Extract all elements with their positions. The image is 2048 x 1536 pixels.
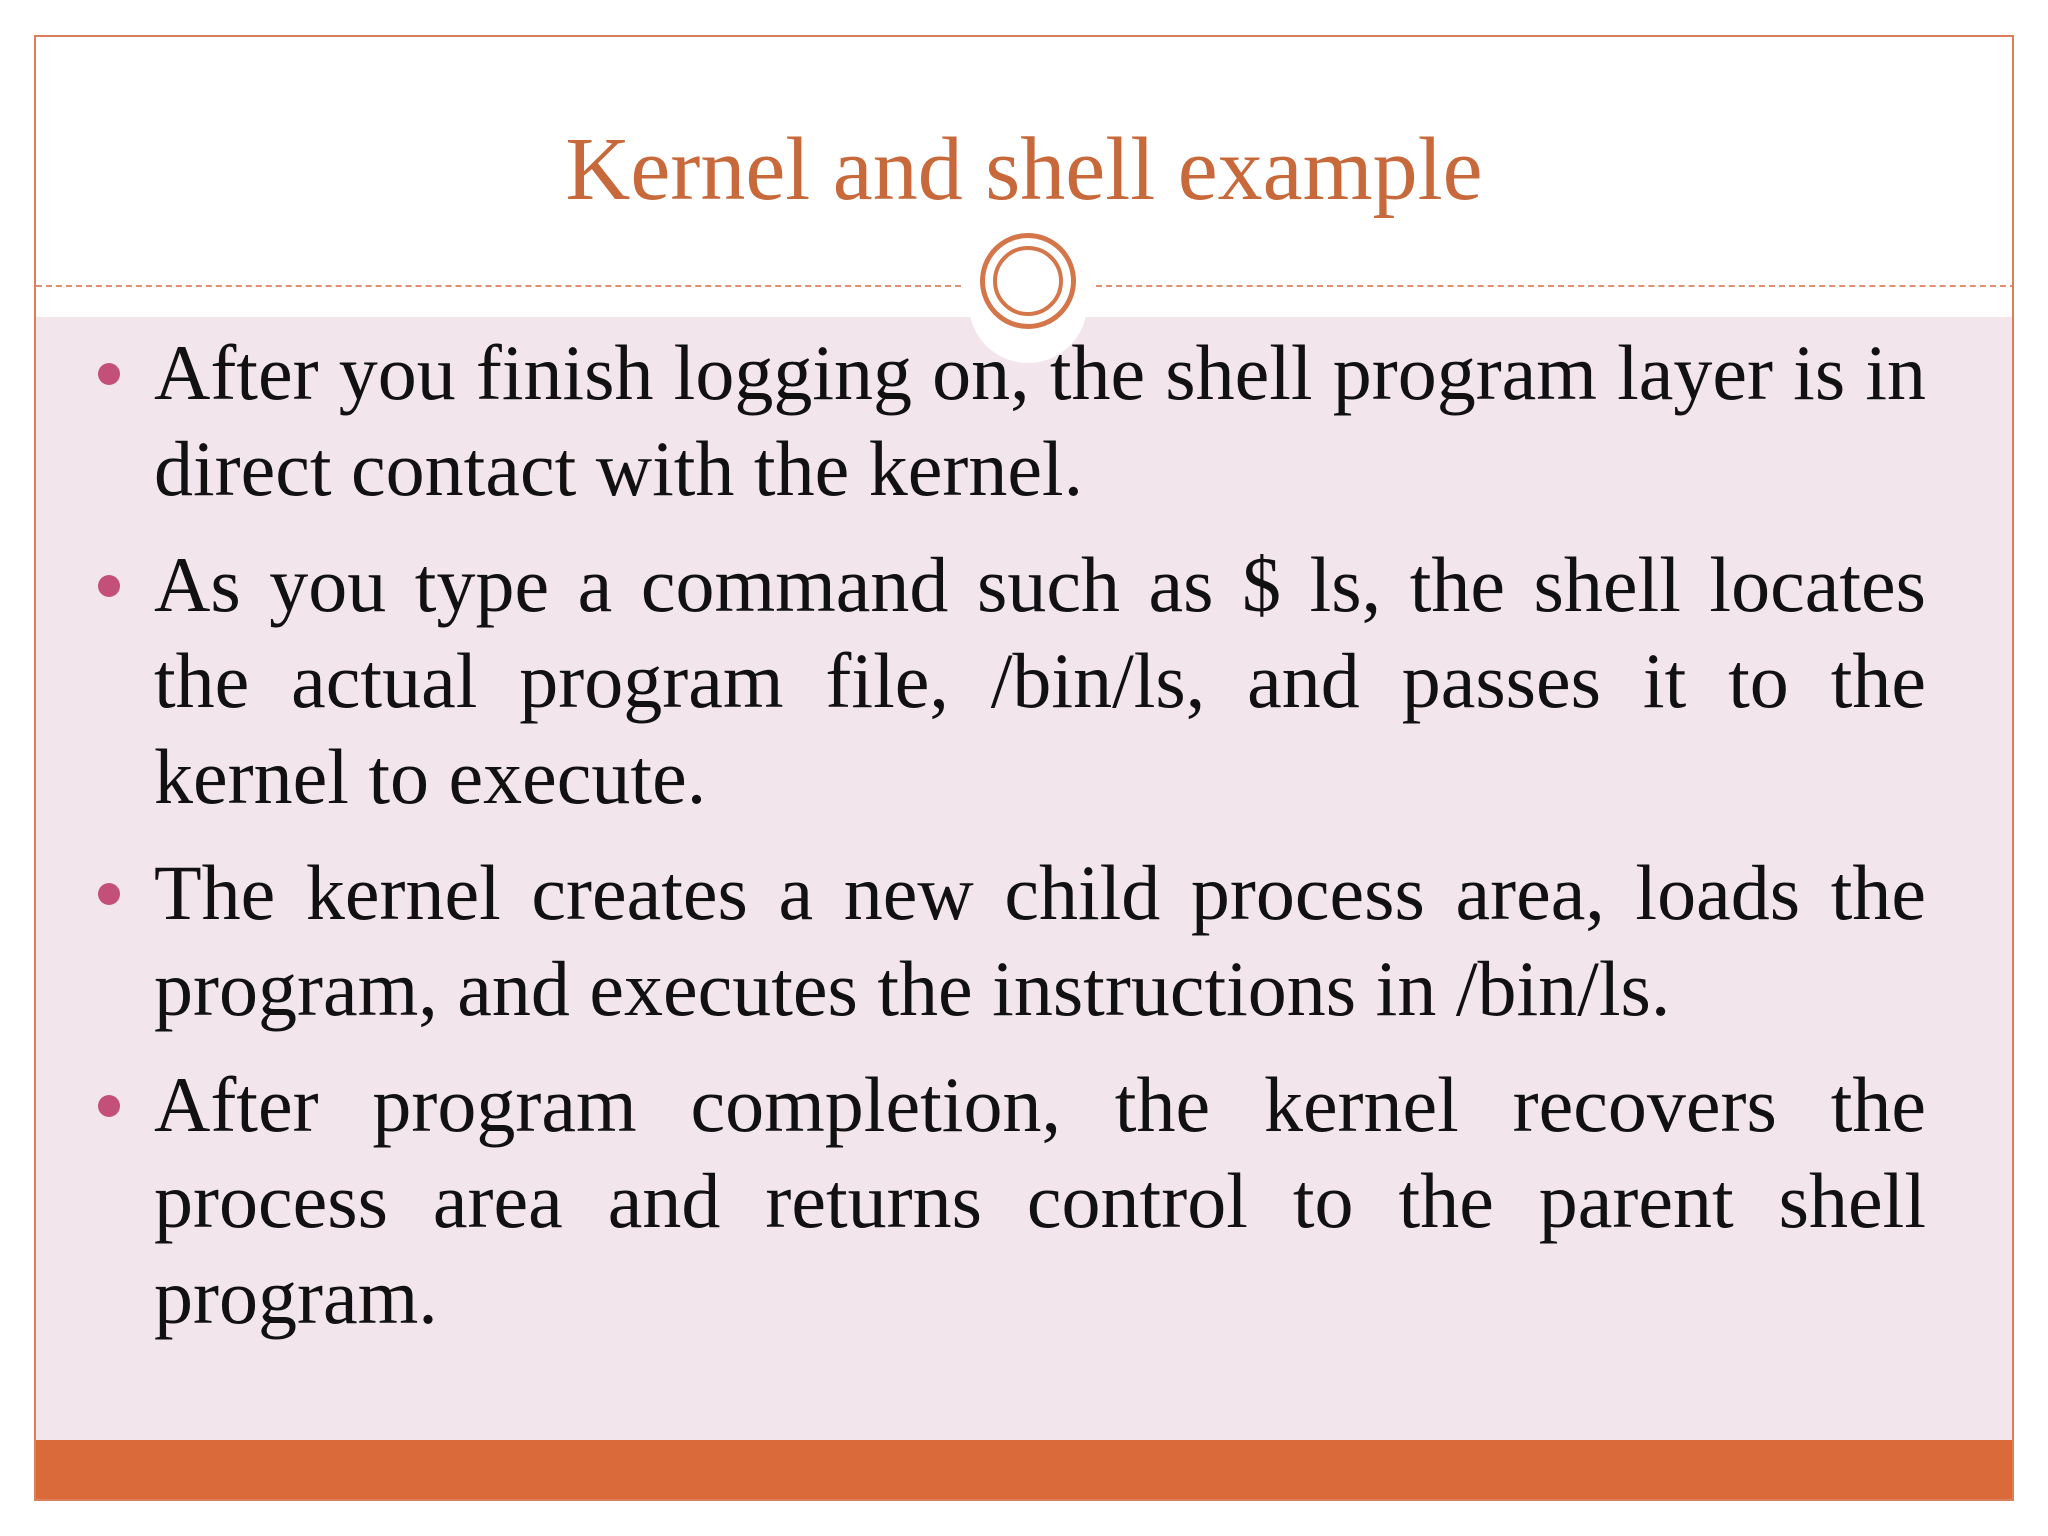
title-divider-left: [36, 285, 961, 287]
circle-ornament-inner-icon: [993, 246, 1063, 316]
bullet-text: After program completion, the kernel recovers the process area and returns control to the parent shell program.: [154, 1061, 1926, 1340]
bullet-text: As you type a command such as $ ls, the shell locates the actual program file, /bin/ls, and passes it to the kernel to execute.: [154, 541, 1926, 820]
bullet-text: After you finish logging on, the shell program layer is in direct contact with the kernel.: [154, 329, 1926, 512]
bottom-accent-bar: [36, 1440, 2012, 1501]
bullet-item: [36, 325, 2012, 517]
bullet-dot-icon: [98, 575, 120, 597]
bullet-item: [36, 1057, 2012, 1345]
bullet-list: [36, 325, 2012, 1365]
bullet-text: The kernel creates a new child process area, loads the program, and executes the instructions in /bin/ls.: [154, 849, 1926, 1032]
title-divider-right: [1096, 285, 2014, 287]
slide-title: Kernel and shell example: [565, 120, 1483, 219]
bullet-dot-icon: [98, 883, 120, 905]
bullet-dot-icon: [98, 363, 120, 385]
bullet-item: [36, 845, 2012, 1037]
bullet-dot-icon: [98, 1095, 120, 1117]
slide: [34, 35, 2014, 1501]
bullet-item: [36, 537, 2012, 825]
